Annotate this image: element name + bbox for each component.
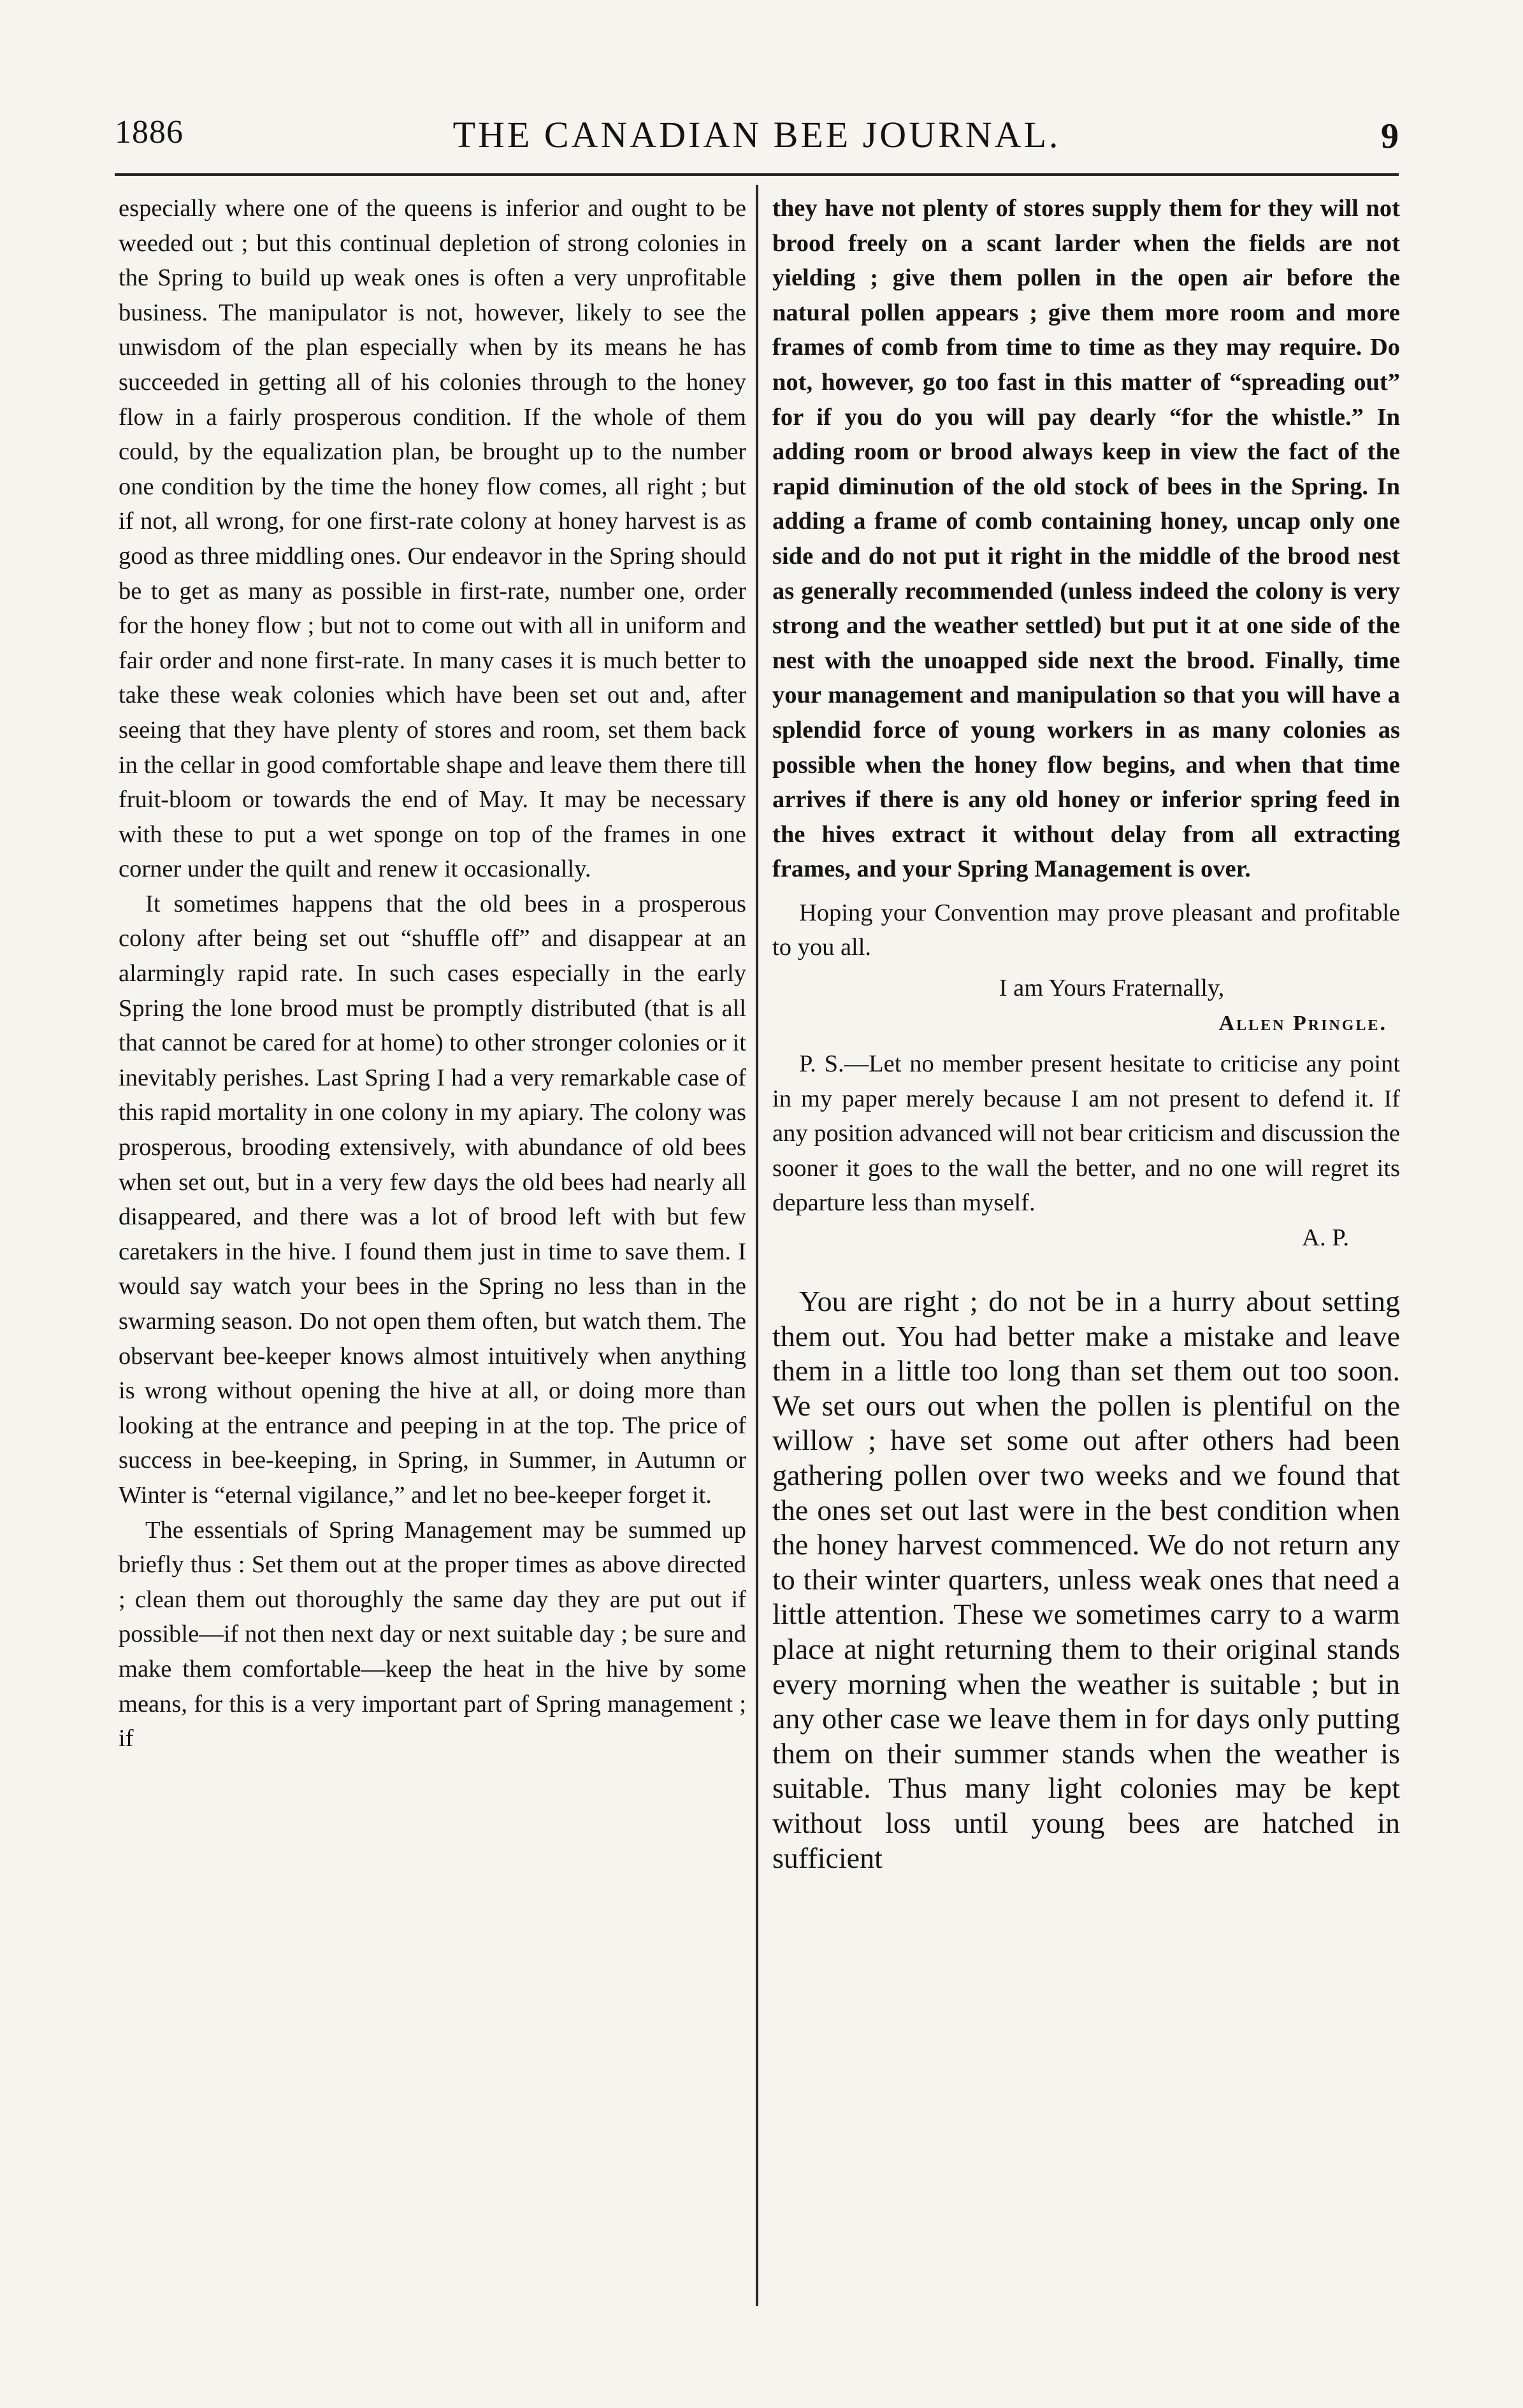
journal-title: THE CANADIAN BEE JOURNAL. [452,114,1061,155]
editor-note: You are right ; do not be in a hurry about setting them out. You had better make a mistake and leave them in a little too long than set them out too soon. We set ours out when the pollen is plentiful on the willow ; have set some out after others had been gathering pollen over two weeks and we found that the ones set out last were in the best condition when the honey harvest commenced. We do not return any to their winter quarters, unless weak ones that need a little attention. These we sometimes carry to a warm place at night returning them to their original stands every morning when the weather is suitable ; but in any other case we leave them in for days only putting them on their summer stands when the weather is suitable. Thus many light colonies may be kept without loss until young bees are hatched in sufficient [772,1285,1400,1874]
running-header [115,113,1399,171]
left-column [119,191,746,1756]
right-paragraph-1: they have not plenty of stores supply them for they will not brood freely on a scant larder when the fields are not yielding ; give them pollen in the open air before the natural pollen appears ; give them more room and more frames of comb from time to time as they may require. Do not, however, go too fast in this matter of “spreading out” for if you do you will pay dearly “for the whistle.” In adding room or brood always keep in view the fact of the rapid diminution of the old stock of bees in the Spring. In adding a frame of comb containing honey, uncap only one side and do not put it right in the middle of the brood nest as generally recommended (unless indeed the colony is very strong and the weather settled) but put it at one side of the nest with the unoapped side next the brood. Finally, time your management and manipulation so that you will have a splendid force of young workers in as many colonies as possible when the honey flow begins, and when that time arrives if there is any old honey or inferior spring feed in the hives extract it without delay from all extracting frames, and your Spring Management is over. [772,195,1400,883]
right-column [772,191,1400,1875]
left-paragraph-2: It sometimes happens that the old bees in a prosperous colony after being set out “shuffle off” and disappear at an alarmingly rapid rate. In such cases especially in the early Spring the lone brood must be promptly distributed (that is all that cannot be cared for at home) to other stronger colonies or it inevitably perishes. Last Spring I had a very remarkable case of this rapid mortality in one colony in my apiary. The colony was prosperous, brooding extensively, with abundance of old bees when set out, but in a very few days the old bees had nearly all disappeared, and there was a lot of brood left with but few caretakers in the hive. I found them just in time to save them. I would say watch your bees in the Spring no less than in the swarming season. Do not open them often, but watch them. The observant bee-keeper knows almost intuitively when anything is wrong without opening the hive at all, or doing more than looking at the entrance and peeping in at the top. The price of success in bee-keeping, in Spring, in Summer, in Autumn or Winter is “eternal vigilance,” and let no bee-keeper forget it. [119,890,746,1509]
header-rule [115,173,1399,176]
header-year: 1886 [115,114,184,150]
column-divider [756,185,758,2306]
postscript: P. S.—Let no member present hesitate to criticise any point in my paper merely because I am not present to defend it. If any position advanced will not bear criticism and discussion the sooner it goes to the wall the better, and no one will regret its departure less than myself. [772,1050,1400,1217]
left-paragraph-1: especially where one of the queens is inferior and ought to be weeded out ; but this continual depletion of strong colonies in the Spring to build up weak ones is often a very unprofitable business. The manipulator is not, however, likely to see the unwisdom of the plan especially when by its means he has succeeded in getting all of his colonies through to the honey flow in a fairly prosperous condition. If the whole of them could, by the equalization plan, be brought up to the number one condition by the time the honey flow comes, all right ; but if not, all wrong, for one first-rate colony at honey harvest is as good as three middling ones. Our endeavor in the Spring should be to get as many as possible in first-rate, number one, order for the honey flow ; but not to come out with all in uniform and fair order and none first-rate. In many cases it is much better to take these weak colonies which have been set out and, after seeing that they have plenty of stores and room, set them back in the cellar in good comfortable shape and leave them there till fruit-bloom or towards the end of May. It may be necessary with these to put a wet sponge on top of the frames in one corner under the quilt and renew it occasionally. [119,195,746,883]
right-paragraph-2: Hoping your Convention may prove pleasant and profitable to you all. [772,899,1400,961]
page-number: 9 [1381,117,1399,156]
author-signature: Allen Pringle. [1218,1012,1387,1036]
postscript-initials: A. P. [1302,1224,1349,1252]
closing-line: I am Yours Fraternally, [999,975,1225,1002]
left-paragraph-3: The essentials of Spring Management may be summed up briefly thus : Set them out at the proper times as above directed ; clean them out thoroughly the same day they are put out if possible—if not then next day or next suitable day ; be sure and make them comfortable—keep the heat in the hive by some means, for this is a very important part of Spring management ; if [119,1516,746,1752]
